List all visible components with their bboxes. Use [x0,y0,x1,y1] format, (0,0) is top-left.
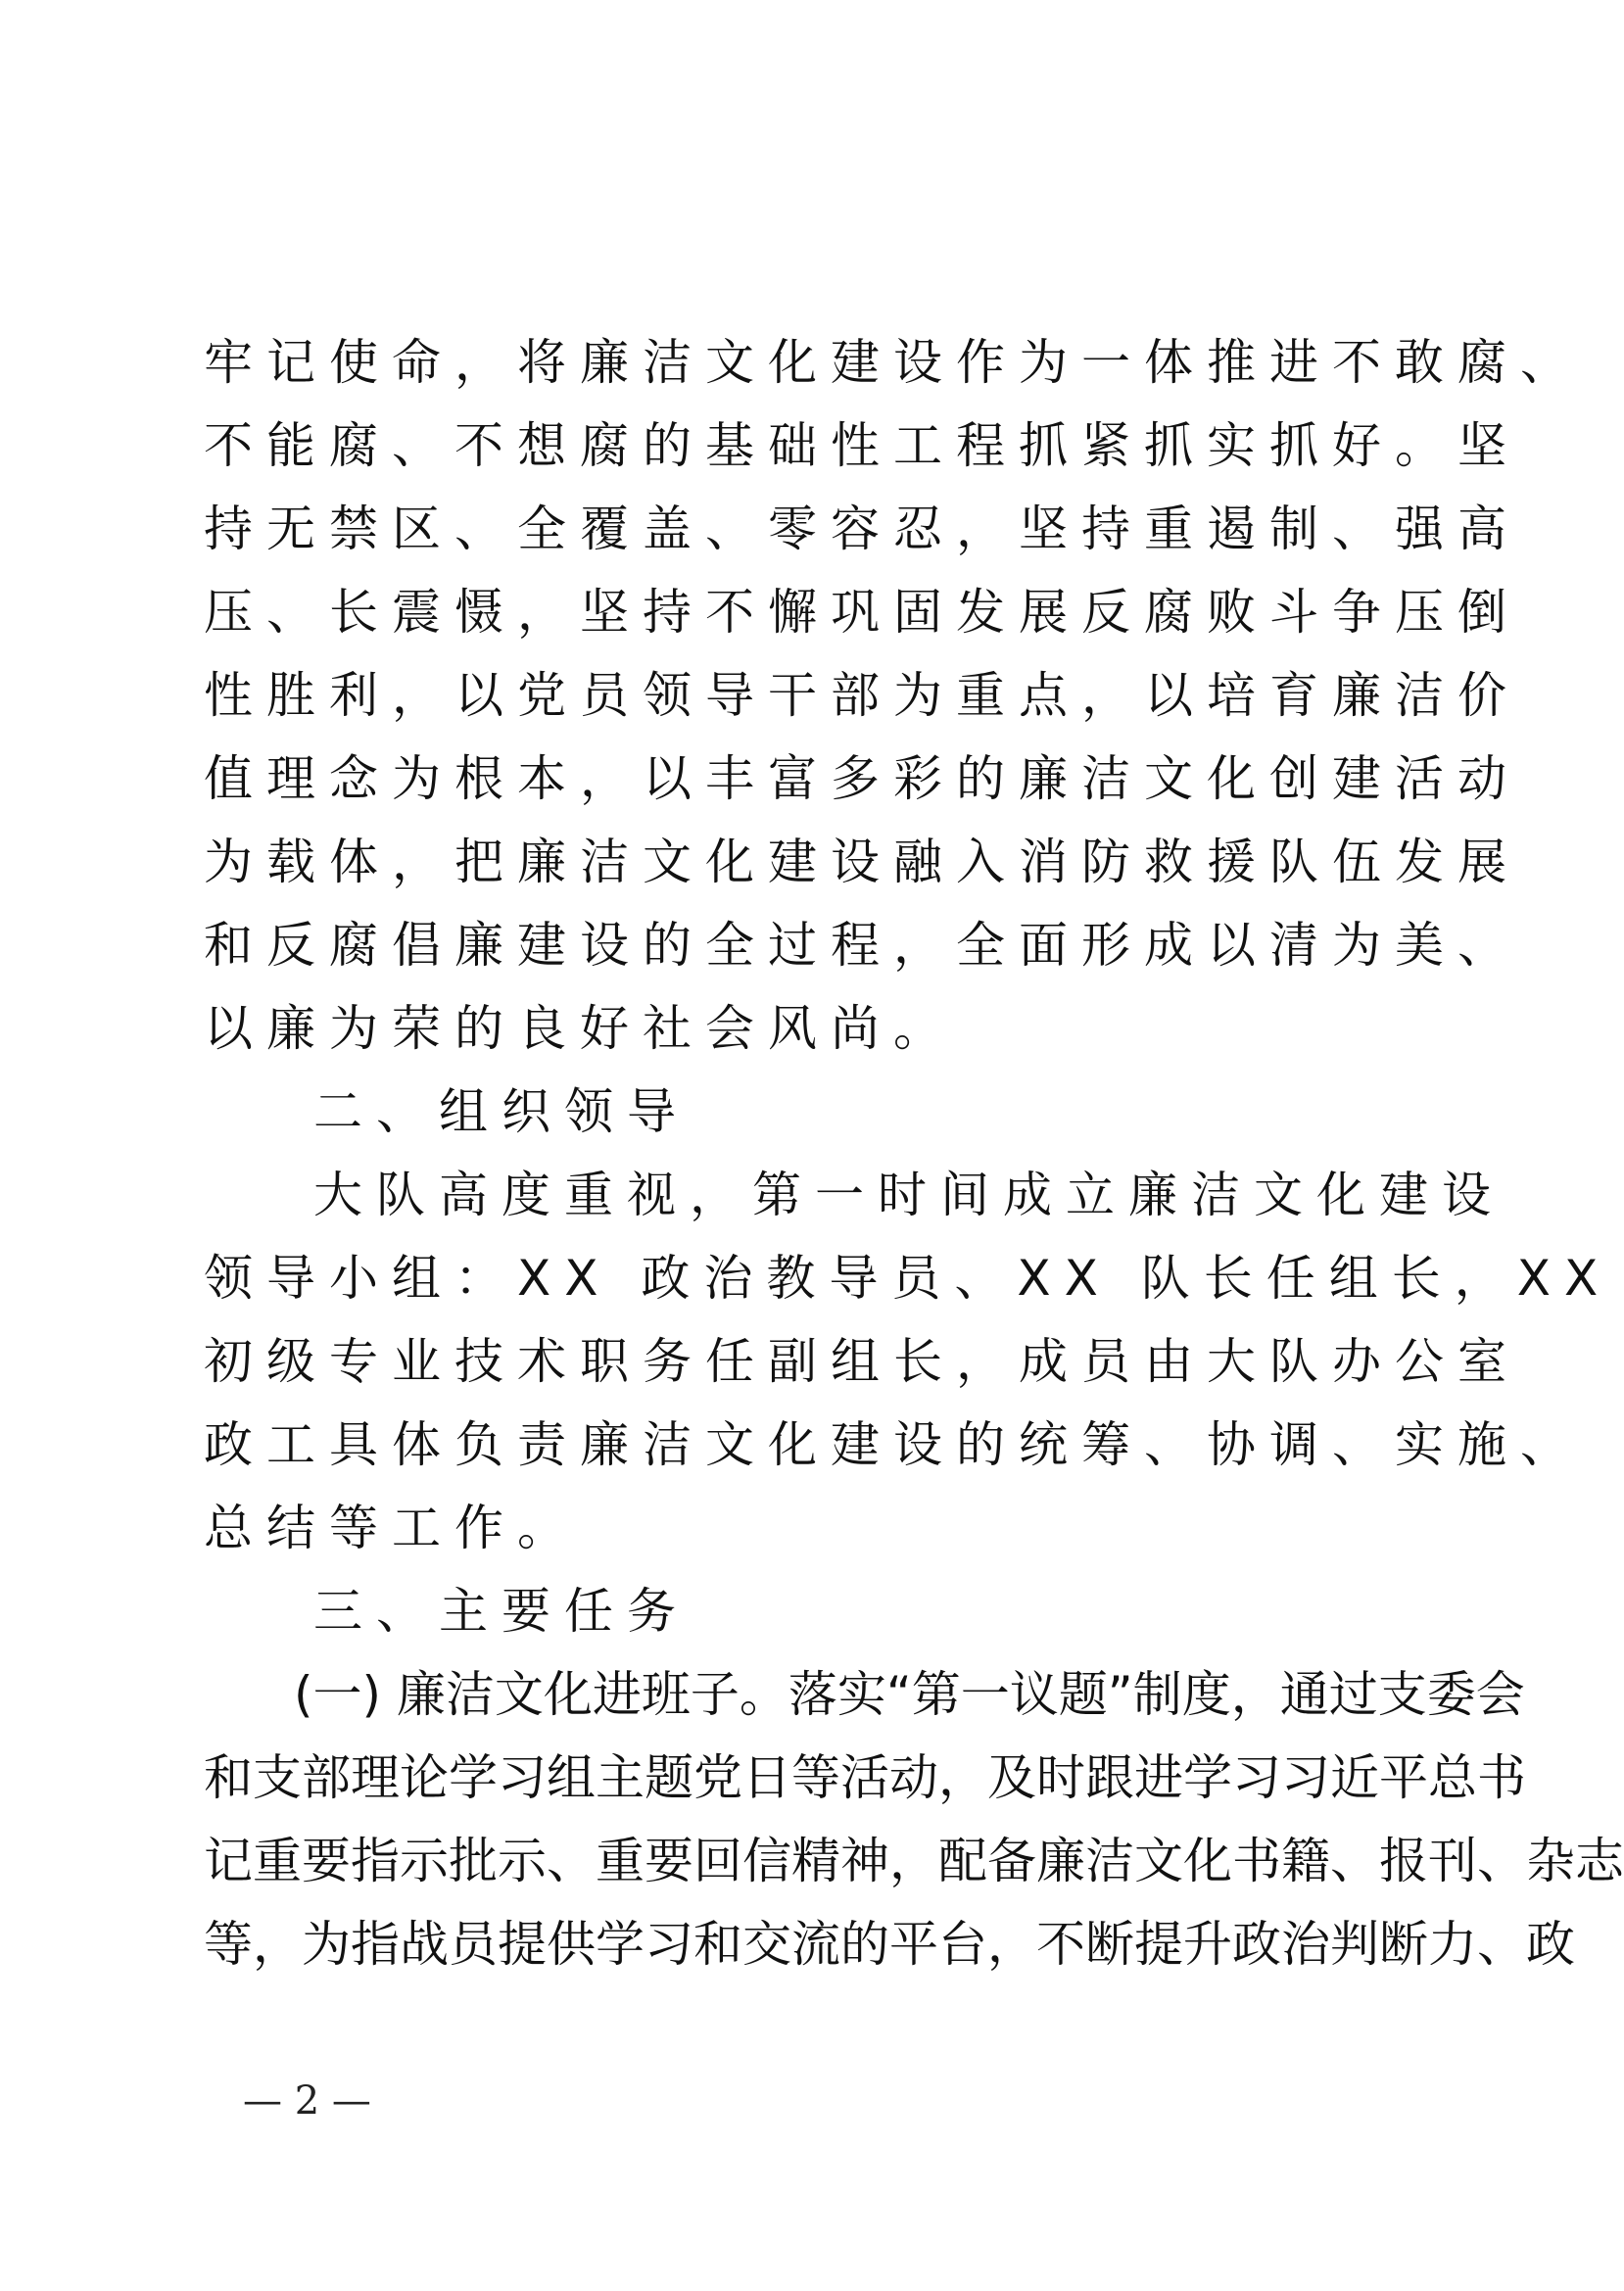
page-number: — 2 — [243,2078,371,2124]
section-heading: 二、组织领导 [313,1083,690,1140]
paragraph-line: 初级专业技术职务任副组长，成员由大队办公室 [204,1333,1520,1390]
paragraph-line: (一) 廉洁文化进班子。落实“第一议题”制度，通过支委会 [294,1666,1525,1723]
paragraph-line: 持无禁区、全覆盖、零容忍，坚持重遏制、强高 [204,501,1520,557]
paragraph-line: 记重要指示批示、重要回信精神，配备廉洁文化书籍、报刊、杂志 [204,1833,1624,1889]
paragraph-line: 和反腐倡廉建设的全过程，全面形成以清为美、 [204,917,1520,974]
paragraph-line: 大队高度重视，第一时间成立廉洁文化建设 [313,1167,1505,1223]
paragraph-line: 以廉为荣的良好社会风尚。 [204,1000,956,1057]
paragraph-line: 和支部理论学习组主题党日等活动，及时跟进学习习近平总书 [204,1749,1526,1806]
paragraph-line: 为载体，把廉洁文化建设融入消防救援队伍发展 [204,834,1520,890]
paragraph-line: 压、长震慑，坚持不懈巩固发展反腐败斗争压倒 [204,584,1520,641]
paragraph-line: 牢记使命，将廉洁文化建设作为一体推进不敢腐、 [204,334,1583,391]
paragraph-line: 性胜利，以党员领导干部为重点，以培育廉洁价 [204,667,1520,724]
section-heading: 三、主要任务 [313,1583,690,1640]
paragraph-line: 政工具体负责廉洁文化建设的统筹、协调、实施、 [204,1416,1583,1473]
paragraph-line: 不能腐、不想腐的基础性工程抓紧抓实抓好。坚 [204,417,1520,474]
paragraph-line: 总结等工作。 [204,1500,580,1556]
paragraph-line: 值理念为根本，以丰富多彩的廉洁文化创建活动 [204,750,1520,807]
paragraph-line: 领导小组：XX 政治教导员、XX 队长任组长，XX [204,1250,1612,1307]
paragraph-line: 等，为指战员提供学习和交流的平台，不断提升政治判断力、政 [204,1916,1575,1973]
